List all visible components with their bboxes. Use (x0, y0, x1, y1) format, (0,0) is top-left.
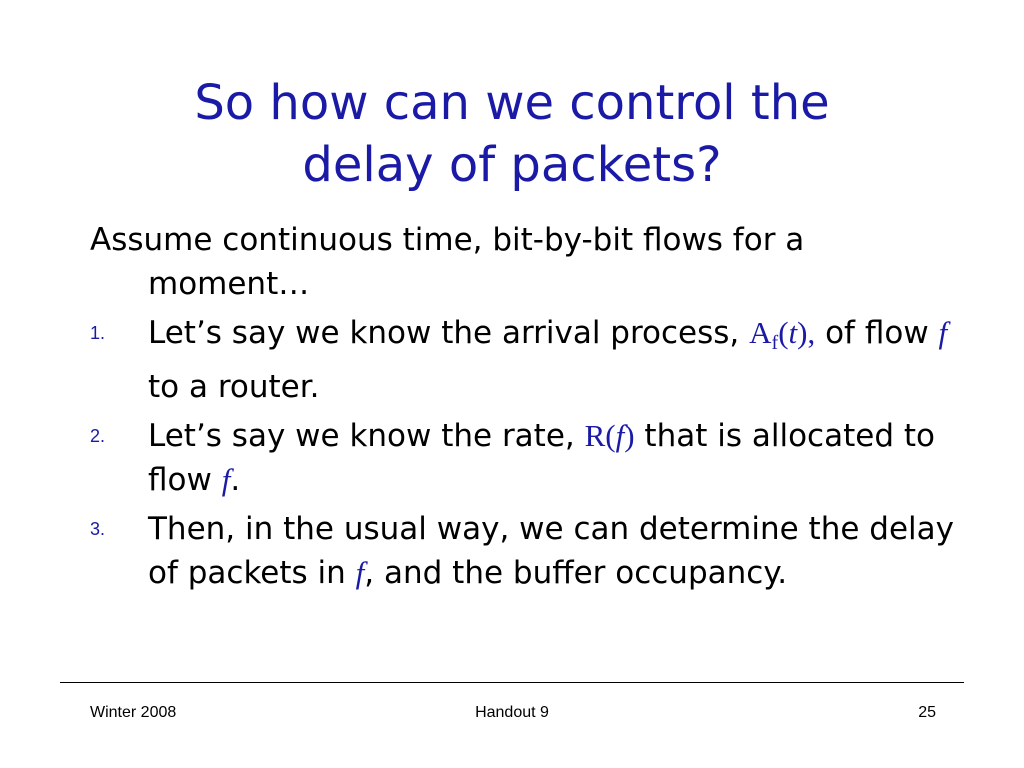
slide-title-line-1: So how can we control the (194, 75, 830, 131)
item-1-math-paren-open: ( (778, 315, 789, 350)
footer-handout: Handout 9 (475, 704, 549, 721)
item-2-math-f: f (615, 418, 625, 453)
list-number-2: 2. (90, 426, 106, 446)
slide-title (60, 72, 964, 196)
item-2-math-R: R( (584, 418, 616, 453)
slide-body (90, 218, 970, 595)
item-1-text-part-3: to a router. (148, 369, 320, 405)
footer-page-number: 25 (918, 704, 936, 721)
intro-paragraph: Assume continuous time, bit-by-bit flows for a moment… (90, 222, 805, 302)
list-number-1: 1. (90, 323, 106, 343)
item-3-math-f: f (355, 555, 365, 590)
item-2-math-paren-close: ) (624, 418, 635, 453)
footer-date: Winter 2008 (90, 704, 177, 721)
item-2-text-part-1: Let’s say we know the rate, (148, 418, 585, 454)
item-1-text-part-2: of flow (815, 315, 939, 351)
item-1-text-part-1: Let’s say we know the arrival process, (148, 315, 750, 351)
numbered-list (90, 311, 970, 595)
list-number-3: 3. (90, 519, 106, 539)
list-item-2 (90, 414, 970, 502)
item-1-math-A: A (749, 315, 772, 350)
item-1-math-paren-close: ), (797, 315, 816, 350)
item-2-math-f-2: f (221, 462, 231, 497)
item-2-text-part-3: . (230, 462, 241, 498)
item-1-math-subscript: f (771, 332, 779, 354)
slide-title-line-2: delay of packets? (302, 137, 722, 193)
item-3-text-part-2: , and the buffer occupancy. (364, 555, 788, 591)
item-2-text-part-2: that is allocated to flow (148, 418, 935, 498)
footer-divider (60, 682, 964, 683)
item-1-math-t: t (788, 315, 798, 350)
list-item-3 (90, 507, 970, 595)
list-item-1 (90, 311, 970, 409)
item-3-text-part-1: Then, in the usual way, we can determine the delay of packets in (148, 511, 954, 591)
item-1-math-f: f (938, 315, 948, 350)
